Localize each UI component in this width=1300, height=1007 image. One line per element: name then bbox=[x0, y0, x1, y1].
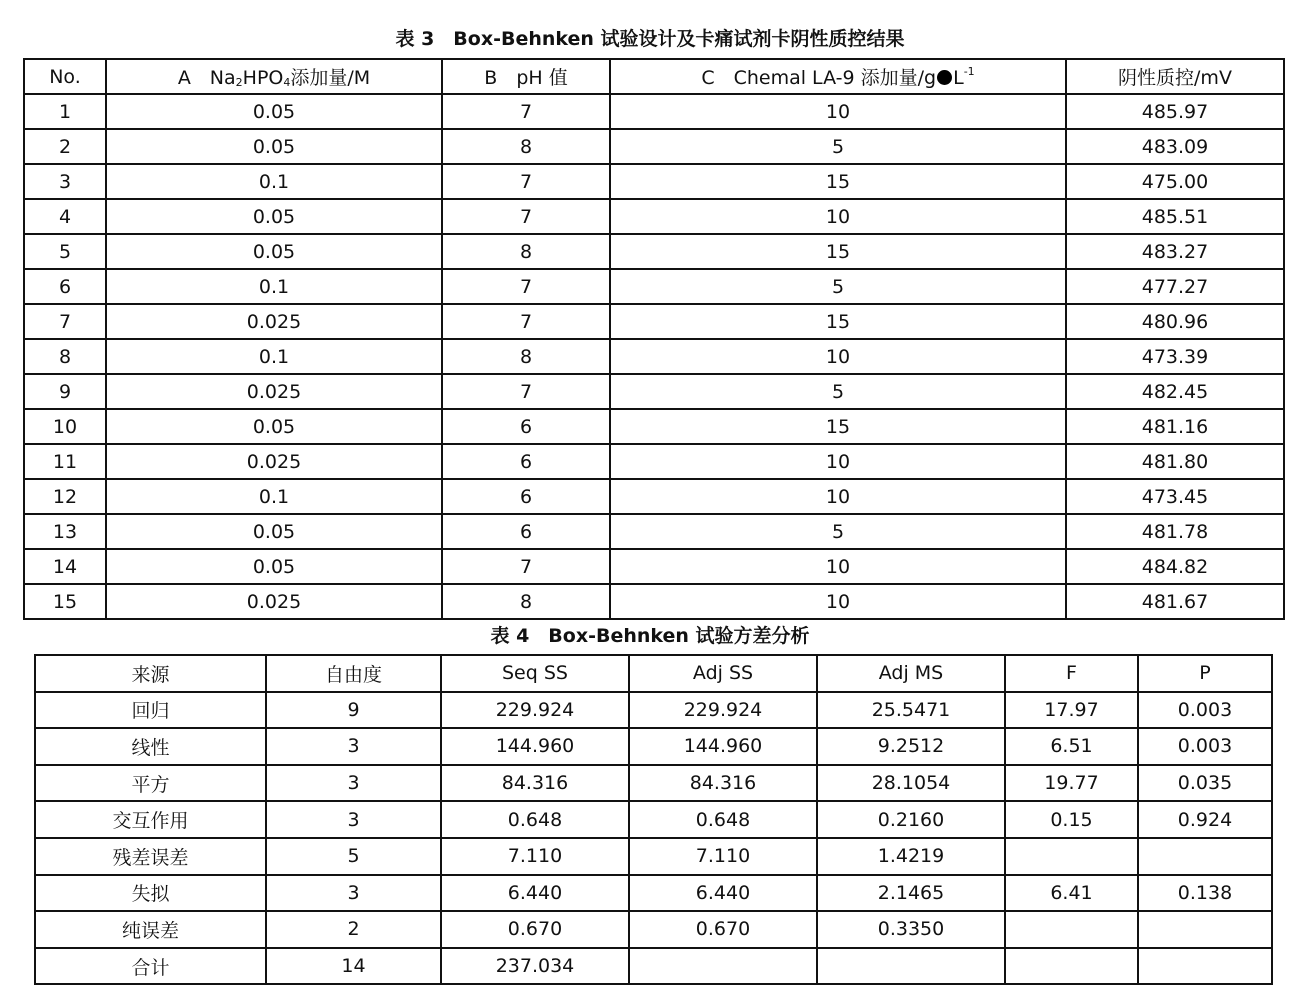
table-cell: 4 bbox=[24, 199, 106, 234]
table-cell: 10 bbox=[610, 479, 1066, 514]
table-cell: 纯误差 bbox=[35, 911, 266, 948]
table-cell: 14 bbox=[266, 948, 441, 985]
table-cell: 481.78 bbox=[1066, 514, 1284, 549]
table-cell: 144.960 bbox=[629, 728, 817, 765]
table3 bbox=[23, 58, 1285, 620]
table-row bbox=[24, 164, 1284, 199]
table-cell: 0.1 bbox=[106, 479, 442, 514]
column-header: F bbox=[1005, 655, 1138, 692]
table-cell: 483.27 bbox=[1066, 234, 1284, 269]
table-row bbox=[35, 692, 1272, 729]
table-cell bbox=[1138, 911, 1272, 948]
table-row bbox=[35, 801, 1272, 838]
table-cell: 合计 bbox=[35, 948, 266, 985]
table-cell: 9 bbox=[266, 692, 441, 729]
table-cell: 481.16 bbox=[1066, 409, 1284, 444]
table-cell: 5 bbox=[610, 269, 1066, 304]
table-cell: 5 bbox=[610, 129, 1066, 164]
table-cell: 7 bbox=[442, 94, 610, 129]
table-cell: 10 bbox=[24, 409, 106, 444]
table-row bbox=[24, 129, 1284, 164]
table-cell: 3 bbox=[266, 765, 441, 802]
table-cell: 484.82 bbox=[1066, 549, 1284, 584]
table4-header-row bbox=[35, 655, 1272, 692]
table-cell: 15 bbox=[610, 304, 1066, 339]
table-cell: 0.648 bbox=[629, 801, 817, 838]
table-cell: 229.924 bbox=[441, 692, 629, 729]
table-row bbox=[24, 444, 1284, 479]
table-cell: 7 bbox=[442, 549, 610, 584]
table-cell: 0.05 bbox=[106, 199, 442, 234]
table-row bbox=[24, 269, 1284, 304]
table-row bbox=[24, 514, 1284, 549]
table-cell: 7 bbox=[442, 304, 610, 339]
table-row bbox=[35, 765, 1272, 802]
table-cell: 0.025 bbox=[106, 304, 442, 339]
table-row bbox=[35, 728, 1272, 765]
table-cell: 1 bbox=[24, 94, 106, 129]
table3-header-row bbox=[24, 59, 1284, 94]
table3-caption: 表 3 Box-Behnken 试验设计及卡痛试剂卡阴性质控结果 bbox=[395, 28, 905, 50]
table-cell: 28.1054 bbox=[817, 765, 1005, 802]
header-negative-control: 阴性质控/mV bbox=[1066, 59, 1284, 94]
table-cell: 9 bbox=[24, 374, 106, 409]
table-cell: 10 bbox=[610, 549, 1066, 584]
table-cell: 84.316 bbox=[441, 765, 629, 802]
table-cell: 0.003 bbox=[1138, 692, 1272, 729]
table-cell bbox=[1005, 948, 1138, 985]
table-cell: 144.960 bbox=[441, 728, 629, 765]
table-cell: 229.924 bbox=[629, 692, 817, 729]
table-row bbox=[24, 304, 1284, 339]
table-cell: 3 bbox=[266, 875, 441, 912]
header-no: No. bbox=[24, 59, 106, 94]
table-cell: 13 bbox=[24, 514, 106, 549]
table-cell: 9.2512 bbox=[817, 728, 1005, 765]
table-cell: 2 bbox=[24, 129, 106, 164]
table-cell: 0.05 bbox=[106, 94, 442, 129]
column-header: Seq SS bbox=[441, 655, 629, 692]
table-cell: 失拟 bbox=[35, 875, 266, 912]
column-header: Adj MS bbox=[817, 655, 1005, 692]
table-cell: 交互作用 bbox=[35, 801, 266, 838]
table-cell: 473.39 bbox=[1066, 339, 1284, 374]
table-cell: 6 bbox=[442, 479, 610, 514]
table-cell: 0.3350 bbox=[817, 911, 1005, 948]
table-cell: 5 bbox=[24, 234, 106, 269]
table-cell: 0.670 bbox=[441, 911, 629, 948]
table-cell: 17.97 bbox=[1005, 692, 1138, 729]
table-cell: 480.96 bbox=[1066, 304, 1284, 339]
table-cell: 8 bbox=[442, 584, 610, 619]
table-cell: 10 bbox=[610, 339, 1066, 374]
table-cell: 477.27 bbox=[1066, 269, 1284, 304]
table-cell: 0.670 bbox=[629, 911, 817, 948]
table-cell: 15 bbox=[610, 409, 1066, 444]
table-cell: 2 bbox=[266, 911, 441, 948]
table-cell: 7 bbox=[442, 269, 610, 304]
table-cell: 3 bbox=[266, 728, 441, 765]
table-row bbox=[24, 479, 1284, 514]
table-cell: 0.924 bbox=[1138, 801, 1272, 838]
table-cell: 0.138 bbox=[1138, 875, 1272, 912]
table-cell: 0.05 bbox=[106, 129, 442, 164]
table-cell: 7.110 bbox=[441, 838, 629, 875]
table-cell: 0.035 bbox=[1138, 765, 1272, 802]
table-cell: 0.025 bbox=[106, 374, 442, 409]
table-cell: 483.09 bbox=[1066, 129, 1284, 164]
table-cell: 7 bbox=[24, 304, 106, 339]
table4 bbox=[34, 654, 1273, 985]
table-cell: 6 bbox=[442, 444, 610, 479]
table-cell: 5 bbox=[610, 514, 1066, 549]
table-cell: 8 bbox=[442, 129, 610, 164]
table-cell: 0.1 bbox=[106, 164, 442, 199]
table-cell: 0.003 bbox=[1138, 728, 1272, 765]
header-factor-a: A Na2HPO4添加量/M bbox=[106, 59, 442, 94]
table-cell: 0.1 bbox=[106, 339, 442, 374]
bullet-dot-icon bbox=[937, 70, 952, 85]
table-cell: 0.2160 bbox=[817, 801, 1005, 838]
table-cell: 10 bbox=[610, 199, 1066, 234]
table-cell: 485.97 bbox=[1066, 94, 1284, 129]
table-row bbox=[24, 584, 1284, 619]
table-cell bbox=[1138, 948, 1272, 985]
table-row bbox=[35, 875, 1272, 912]
table-cell: 8 bbox=[24, 339, 106, 374]
table-cell: 473.45 bbox=[1066, 479, 1284, 514]
table-cell: 0.025 bbox=[106, 444, 442, 479]
table-cell: 11 bbox=[24, 444, 106, 479]
table-cell: 12 bbox=[24, 479, 106, 514]
table-cell: 481.80 bbox=[1066, 444, 1284, 479]
table-cell: 19.77 bbox=[1005, 765, 1138, 802]
table-cell: 25.5471 bbox=[817, 692, 1005, 729]
table-cell: 8 bbox=[442, 234, 610, 269]
table-cell: 0.05 bbox=[106, 234, 442, 269]
table-cell: 10 bbox=[610, 584, 1066, 619]
table-cell: 482.45 bbox=[1066, 374, 1284, 409]
table-cell: 485.51 bbox=[1066, 199, 1284, 234]
table-cell bbox=[629, 948, 817, 985]
table-cell bbox=[1005, 911, 1138, 948]
table-cell: 平方 bbox=[35, 765, 266, 802]
table-row bbox=[35, 911, 1272, 948]
table-cell bbox=[817, 948, 1005, 985]
table-row bbox=[24, 234, 1284, 269]
table-row bbox=[24, 199, 1284, 234]
table-cell: 14 bbox=[24, 549, 106, 584]
table-cell: 84.316 bbox=[629, 765, 817, 802]
table-cell: 15 bbox=[610, 234, 1066, 269]
table4-caption: 表 4 Box-Behnken 试验方差分析 bbox=[490, 625, 810, 647]
table-row bbox=[35, 838, 1272, 875]
table-row bbox=[24, 339, 1284, 374]
table-cell: 8 bbox=[442, 339, 610, 374]
table-cell: 回归 bbox=[35, 692, 266, 729]
table-cell: 3 bbox=[24, 164, 106, 199]
table-cell: 0.1 bbox=[106, 269, 442, 304]
table-cell: 7 bbox=[442, 164, 610, 199]
table-cell: 15 bbox=[24, 584, 106, 619]
table-cell: 2.1465 bbox=[817, 875, 1005, 912]
header-factor-b: B pH 值 bbox=[442, 59, 610, 94]
column-header: P bbox=[1138, 655, 1272, 692]
table-cell: 10 bbox=[610, 94, 1066, 129]
header-factor-c: C Chemal LA-9 添加量/g $L^{-1}$ bbox=[610, 59, 1066, 94]
table-cell: 10 bbox=[610, 444, 1066, 479]
table-cell: 7.110 bbox=[629, 838, 817, 875]
table-row bbox=[24, 94, 1284, 129]
table-cell: 475.00 bbox=[1066, 164, 1284, 199]
table-cell: 7 bbox=[442, 374, 610, 409]
table-cell: 0.05 bbox=[106, 549, 442, 584]
table-cell: 481.67 bbox=[1066, 584, 1284, 619]
table-cell: 237.034 bbox=[441, 948, 629, 985]
table-cell: 线性 bbox=[35, 728, 266, 765]
table-cell: 残差误差 bbox=[35, 838, 266, 875]
table-cell: 1.4219 bbox=[817, 838, 1005, 875]
table-cell: 5 bbox=[266, 838, 441, 875]
table-row bbox=[24, 374, 1284, 409]
table-row bbox=[24, 409, 1284, 444]
table-cell: 0.05 bbox=[106, 409, 442, 444]
table-row bbox=[24, 549, 1284, 584]
table-cell: 0.648 bbox=[441, 801, 629, 838]
table-cell: 6 bbox=[442, 514, 610, 549]
column-header: 自由度 bbox=[266, 655, 441, 692]
table-cell: 0.05 bbox=[106, 514, 442, 549]
table-cell bbox=[1005, 838, 1138, 875]
table-cell: 3 bbox=[266, 801, 441, 838]
table-cell: 6.51 bbox=[1005, 728, 1138, 765]
table-cell: 7 bbox=[442, 199, 610, 234]
table-cell: 6.440 bbox=[441, 875, 629, 912]
table-cell: 15 bbox=[610, 164, 1066, 199]
table-cell bbox=[1138, 838, 1272, 875]
table-row bbox=[35, 948, 1272, 985]
table-cell: 5 bbox=[610, 374, 1066, 409]
table-cell: 6 bbox=[442, 409, 610, 444]
table-cell: 0.025 bbox=[106, 584, 442, 619]
column-header: Adj SS bbox=[629, 655, 817, 692]
table-cell: 6 bbox=[24, 269, 106, 304]
column-header: 来源 bbox=[35, 655, 266, 692]
table-cell: 6.440 bbox=[629, 875, 817, 912]
table-cell: 6.41 bbox=[1005, 875, 1138, 912]
table-cell: 0.15 bbox=[1005, 801, 1138, 838]
